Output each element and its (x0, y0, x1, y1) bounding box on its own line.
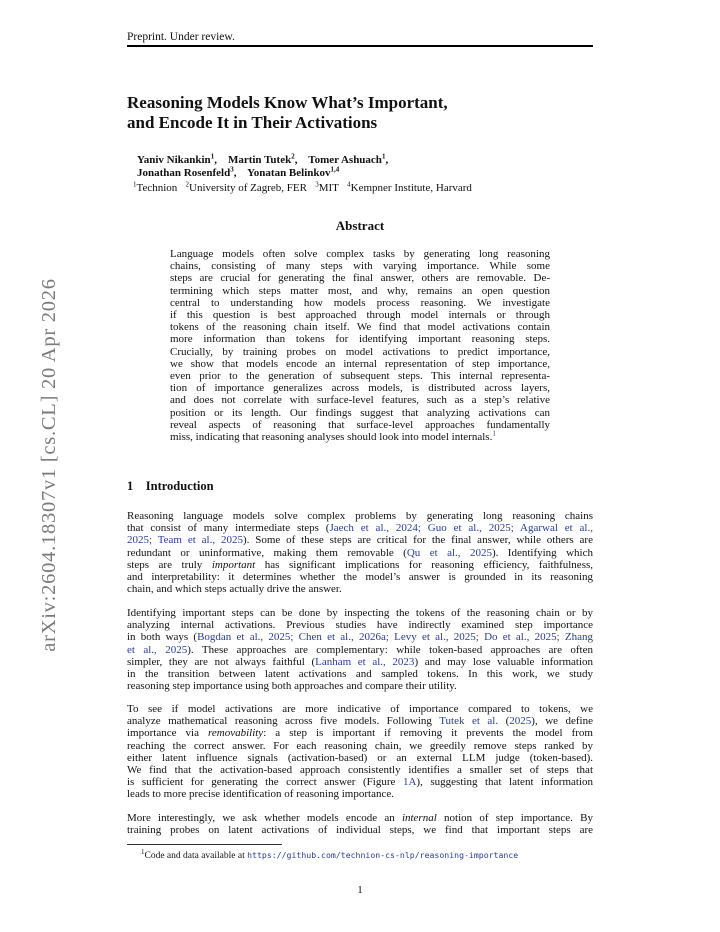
author-affil-mark: 2 (291, 152, 295, 161)
text-span: steps are truly (127, 558, 212, 571)
repo-link[interactable]: https://github.com/technion-cs-nlp/reasoning-importance (247, 850, 519, 860)
affil-mark: 1 (133, 180, 137, 189)
text-line: Identifying important steps can be done by inspecting the tokens of the reasoning chain or by (127, 607, 593, 619)
abstract-line: if this question is best approached through model internals or through (170, 309, 550, 322)
text-line (127, 812, 593, 824)
affil-mark: 4 (347, 180, 351, 189)
text-span: is sufficient for generating the correct answer (Figure (127, 776, 403, 789)
text-line: and interpretability: it determines whether the model’s answer is grounded in its reasoning (127, 571, 593, 584)
abstract-heading: Abstract (335, 218, 385, 233)
text-span: notion of step importance. By (436, 812, 594, 824)
affil-mark: 2 (185, 180, 190, 189)
text-line (127, 776, 593, 788)
title-line-1: Reasoning Models Know What’s Important, (127, 93, 448, 112)
abstract-last-text: miss, indicating that reasoning analyses should look into model internals. (170, 431, 493, 444)
abstract-line: even prior to the generation of subsequent steps. This internal representa- (170, 370, 550, 383)
text-line: reaching the correct answer. For each reasoning chain, we greedily remove steps ranked by (127, 739, 593, 752)
text-line (127, 727, 593, 739)
header-rule (127, 45, 593, 47)
citation-link[interactable]: Tutek et al. (439, 715, 499, 728)
intro-paragraph-2 (127, 607, 593, 692)
emphasis: internal (401, 812, 437, 824)
paper-title (127, 93, 448, 133)
intro-paragraph-4 (127, 812, 593, 836)
citation-link[interactable]: Qu et al., 2025 (406, 546, 492, 559)
author-affil-mark: 3 (230, 165, 234, 174)
abstract-line: Language models often solve complex tasks by generating long reasoning (170, 248, 550, 260)
abstract-line: central to understanding how models process reasoning. We investigate (170, 296, 550, 309)
figure-ref-link[interactable]: 1A (402, 776, 417, 789)
text-span: ). Identifying which (491, 546, 593, 559)
intro-paragraph-3 (127, 703, 593, 801)
citation-link[interactable]: 2025 (509, 715, 532, 728)
text-span: that consist of many intermediate steps ( (127, 522, 330, 535)
section-number: 1 (127, 479, 134, 493)
footnote-rule (127, 844, 282, 845)
running-header: Preprint. Under review. (127, 31, 235, 43)
arxiv-stamp: arXiv:2604.18307v1 [cs.CL] 20 Apr 2026 (38, 278, 60, 652)
text-line: analyzing internal activations. Previous studies have indirectly examined step importance (127, 619, 593, 632)
abstract-line: we show that models encode an internal representation of step importance, (170, 357, 550, 370)
text-line: either latent influence signals (activation-based) or an external LLM judge (token-based). (127, 751, 593, 764)
author-list (137, 154, 388, 180)
footnote-mark: 1 (141, 847, 145, 856)
title-line-2: and Encode It in Their Activations (127, 113, 378, 132)
section-title: Introduction (145, 479, 214, 493)
citation-link[interactable]: Jaech et al., 2024; Guo et al., 2025; Agarwal et al., (329, 522, 593, 535)
author-name: Martin Tutek (227, 154, 292, 166)
footnote-ref-link[interactable]: 1 (492, 429, 496, 438)
abstract-line: termining which steps matter most, and why, remains an open question (170, 284, 550, 297)
abstract-line: position or its length. Our findings suggest that analyzing activations can (170, 406, 550, 419)
affil-name: Technion (136, 182, 178, 194)
abstract-line: steps are crucial for generating the final answer, others are removable. De- (170, 272, 550, 285)
text-span: ( (498, 715, 510, 728)
abstract-line: and does not correlate with surface-level features, such as a step’s relative (170, 394, 550, 407)
author-name: Yaniv Nikankin (137, 154, 211, 166)
text-span: simpler, they are not always faithful ( (127, 655, 316, 668)
citation-link[interactable]: et al., 2025 (127, 643, 188, 656)
author-name: Jonathan Rosenfeld (137, 167, 231, 179)
text-line (127, 631, 593, 643)
emphasis: removability (208, 727, 264, 740)
text-line: reasoning step importance using both approaches and compare their utility. (127, 680, 457, 693)
text-span: redundant or uninformative, making them removable ( (127, 546, 407, 559)
text-line: To see if model activations are more indicative of importance compared to tokens, we (127, 703, 593, 715)
abstract-line: tokens of the reasoning chain itself. We find that model activations contain (170, 321, 550, 334)
text-line (127, 656, 593, 668)
citation-link[interactable]: Bogdan et al., 2025; Chen et al., 2026a; Levy et al., 2025; Do et al., 2025; Zhang (197, 631, 593, 644)
text-span: analyze mathematical reasoning across five models. Following (127, 715, 440, 728)
affil-mark: 3 (315, 180, 319, 189)
affiliations (133, 182, 472, 195)
text-line (127, 534, 593, 546)
text-line: leads to more precise identification of reasoning importance. (127, 788, 394, 801)
affil-name: Kempner Institute, Harvard (350, 182, 472, 194)
text-line (127, 715, 593, 727)
section-heading (127, 479, 214, 494)
citation-link[interactable]: Lanham et al., 2023 (315, 655, 415, 668)
author-name: Tomer Ashuach (308, 154, 382, 166)
text-line: Reasoning language models solve complex problems by generating long reasoning chains (127, 510, 593, 522)
author-line-2: Jonathan Rosenfeld$^3$, Yonatan Belinkov$^{1,4}$ (137, 165, 340, 179)
abstract-line: tion of importance generalizes across models, is distributed across layers, (170, 382, 550, 395)
author-affil-mark: 1 (210, 152, 215, 161)
abstract-line: chains, consisting of many steps with varying importance. While some (170, 260, 550, 273)
abstract-line: Crucially, by training probes on model activations to predict importance, (170, 345, 550, 358)
text-span: importance via (127, 727, 208, 740)
text-line (127, 547, 593, 559)
text-span: in both ways ( (127, 631, 198, 644)
text-span: : a step is important if removing it prevents the model from (263, 727, 593, 740)
footnote (141, 847, 519, 861)
author-line-1: Yaniv Nikankin$^1$, Martin Tutek$^2$, Tomer Ashuach$^1$, (137, 152, 389, 166)
text-span: ), we define (531, 715, 593, 728)
text-line (127, 559, 593, 571)
text-line: in the transition between latent activations and sampled tokens. In this work, we study (127, 668, 593, 681)
text-span: ), suggesting that latent information (416, 776, 593, 789)
author-name: Yonatan Belinkov (247, 167, 331, 179)
text-line: We find that the activation-based approach consistently identifies a smaller set of steps that (127, 764, 593, 777)
author-affil-mark: 1 (381, 152, 386, 161)
abstract-line (170, 431, 550, 443)
text-line (127, 644, 593, 656)
abstract-line: more information than tokens for identifying important reasoning steps. (170, 333, 550, 346)
footnote-text: Code and data available at (144, 851, 248, 861)
text-line (127, 522, 593, 534)
abstract-line: reveal aspects of reasoning that surface-level approaches fundamentally (170, 418, 550, 431)
text-line: chain, and which steps actually drive the answer. (127, 583, 342, 596)
text-span: More interestingly, we ask whether models encode an (127, 812, 402, 824)
text-span: ). These approaches are complementary: while token-based approaches are often (187, 643, 593, 656)
affil-name: MIT (318, 182, 339, 194)
abstract-body (170, 248, 550, 443)
text-line: training probes on latent activations of individual steps, we find that important steps are (127, 824, 593, 837)
text-span: has significant implications for reasoning efficiency, faithfulness, (255, 558, 594, 571)
author-affil-mark: 1,4 (330, 165, 340, 174)
citation-link[interactable]: 2025; Team et al., 2025 (127, 534, 243, 547)
intro-paragraph-1 (127, 510, 593, 595)
emphasis: important (211, 558, 256, 571)
affil-name: University of Zagreb, FER (189, 182, 307, 194)
page-number: 1 (357, 884, 363, 896)
text-span: ) and may lose valuable information (414, 655, 593, 668)
text-span: ). Some of these steps are critical for the final answer, while others are (242, 534, 593, 547)
